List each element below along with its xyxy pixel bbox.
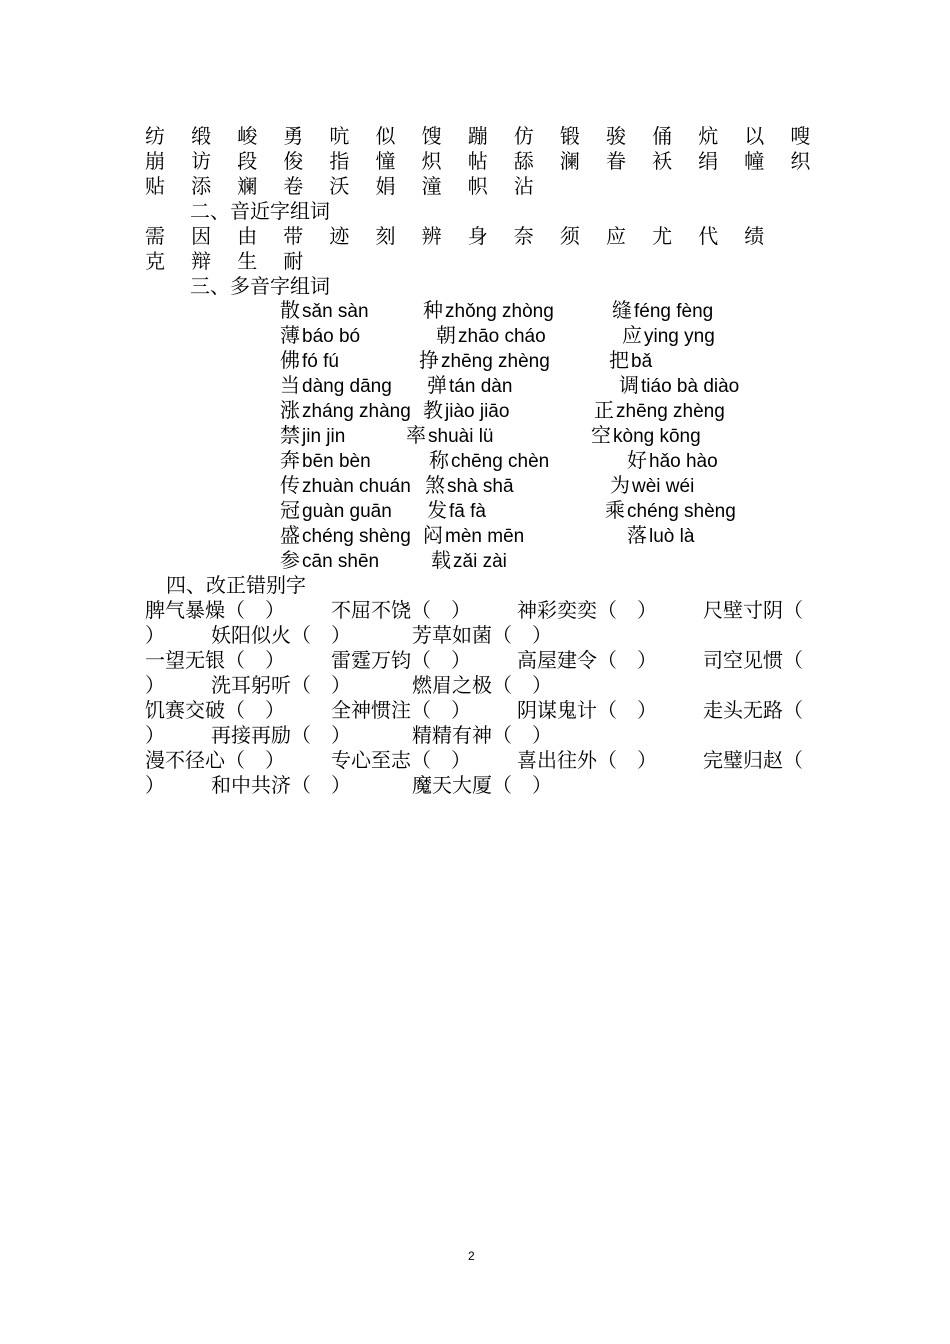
idiom-item: 司空见惯（ [703, 648, 803, 672]
idiom-item: 芳草如菌（ ） [412, 623, 552, 647]
polyphone-char: 空 [591, 423, 611, 447]
idiom-item: 完璧归赵（ [703, 748, 803, 772]
polyphone-item [605, 498, 736, 524]
polyphone-item [280, 423, 345, 449]
grid-char: 身 [467, 224, 488, 248]
polyphone-char: 朝 [436, 323, 456, 347]
polyphone-item [280, 373, 392, 399]
idiom-item: 高屋建令（ ） [517, 648, 657, 672]
polyphone-item [431, 548, 507, 574]
polyphone-item [280, 498, 392, 524]
grid-char: 眷 [606, 149, 626, 173]
grid-char: 绩 [744, 224, 765, 248]
polyphone-item [609, 348, 652, 374]
pinyin-readings: kòng kōng [613, 426, 701, 447]
pinyin-readings: báo bó [302, 326, 361, 347]
pinyin-readings: shuài lü [428, 426, 494, 447]
pinyin-readings: jiào jiāo [445, 401, 510, 422]
grid-char: 澜 [559, 149, 580, 173]
polyphone-char: 盛 [280, 523, 300, 547]
idiom-item: 漫不径心（ ） [145, 748, 285, 772]
polyphone-char: 载 [431, 548, 451, 572]
polyphone-item [280, 448, 371, 474]
grid-char: 需 [145, 224, 165, 248]
polyphone-item [280, 523, 411, 549]
idiom-item: 尺壁寸阴（ [703, 598, 803, 622]
grid-char: 勇 [283, 124, 304, 148]
polyphone-char: 煞 [425, 473, 445, 497]
grid-char: 娟 [375, 174, 396, 198]
polyphone-char: 当 [280, 373, 300, 397]
grid-char: 袄 [652, 149, 673, 173]
grid-char: 辩 [191, 249, 212, 273]
grid-char: 俑 [652, 124, 673, 148]
pinyin-readings: chéng shèng [302, 526, 411, 547]
grid-char: 锻 [559, 124, 580, 148]
pinyin-readings: jin jin [302, 426, 346, 447]
polyphone-char: 好 [627, 448, 647, 472]
polyphone-item [423, 398, 509, 424]
grid-char: 带 [283, 224, 304, 248]
polyphone-item [280, 398, 411, 424]
polyphone-char: 缝 [612, 298, 632, 322]
polyphone-item [406, 423, 494, 449]
pinyin-readings: chēng chèn [451, 451, 550, 472]
polyphone-item [627, 448, 718, 474]
pinyin-readings: tiáo bà diào [641, 376, 740, 397]
polyphone-char: 乘 [605, 498, 625, 522]
idiom-item: 洗耳躬听（ ） [211, 673, 351, 697]
idiom-item: 神彩奕奕（ ） [517, 598, 657, 622]
pinyin-readings: fā fà [449, 501, 486, 522]
pinyin-readings: luò là [649, 526, 695, 547]
grid-char: 嗖 [790, 124, 811, 148]
idiom-item: 走头无路（ [703, 698, 803, 722]
pinyin-readings: cān shēn [302, 551, 380, 572]
grid-char: 幢 [744, 149, 765, 173]
pinyin-readings: tán dàn [449, 376, 513, 397]
pinyin-readings: zhǒng zhòng [445, 301, 554, 322]
polyphone-item [280, 298, 369, 324]
polyphone-char: 发 [427, 498, 447, 522]
polyphone-char: 佛 [280, 348, 300, 372]
idiom-item: 阴谋鬼计（ ） [517, 698, 657, 722]
polyphone-char: 挣 [419, 348, 439, 372]
grid-char: 刻 [375, 224, 396, 248]
grid-char: 生 [237, 249, 258, 273]
idiom-item: 魔天大厦（ ） [412, 773, 552, 797]
idiom-item: ） [145, 773, 165, 797]
idiom-item: 专心至志（ ） [331, 748, 471, 772]
polyphone-item [612, 298, 713, 324]
grid-char: 因 [191, 224, 212, 248]
pinyin-readings: zháng zhàng [302, 401, 411, 422]
idiom-item: 一望无银（ ） [145, 648, 285, 672]
idiom-item: 喜出往外（ ） [517, 748, 657, 772]
polyphone-char: 称 [429, 448, 449, 472]
grid-char: 仿 [513, 124, 534, 148]
pinyin-readings: sǎn sàn [302, 301, 369, 322]
polyphone-item [591, 423, 701, 449]
grid-char: 馊 [421, 124, 442, 148]
idiom-item: 全神惯注（ ） [331, 698, 471, 722]
polyphone-item [419, 348, 550, 374]
polyphone-item [427, 373, 512, 399]
grid-char: 蹦 [467, 124, 488, 148]
polyphone-char: 禁 [280, 423, 300, 447]
polyphone-item [280, 473, 411, 499]
grid-char: 绢 [698, 149, 719, 173]
grid-char: 应 [606, 224, 626, 248]
section-4-heading: 四、改正错别字 [166, 573, 306, 597]
pinyin-readings: fó fú [302, 351, 339, 372]
polyphone-item [423, 298, 554, 324]
grid-char: 卷 [283, 174, 304, 198]
idiom-item: ） [145, 723, 165, 747]
grid-char: 耐 [283, 249, 304, 273]
polyphone-char: 奔 [280, 448, 300, 472]
polyphone-item [423, 523, 524, 549]
polyphone-char: 调 [619, 373, 639, 397]
grid-char: 斓 [237, 174, 258, 198]
polyphone-char: 为 [610, 473, 630, 497]
pinyin-readings: wèi wéi [632, 476, 695, 497]
idiom-item: 脾气暴燥（ ） [145, 598, 285, 622]
grid-char: 峻 [237, 124, 258, 148]
grid-char: 段 [237, 149, 258, 173]
grid-char: 炕 [698, 124, 719, 148]
polyphone-char: 正 [594, 398, 614, 422]
polyphone-item [622, 323, 715, 349]
polyphone-char: 薄 [280, 323, 300, 347]
grid-char: 炽 [421, 149, 442, 173]
idiom-item: 再接再励（ ） [211, 723, 351, 747]
pinyin-readings: chéng shèng [627, 501, 736, 522]
idiom-item: 妖阳似火（ ） [211, 623, 351, 647]
idiom-item: 精精有神（ ） [412, 723, 552, 747]
polyphone-item [280, 548, 379, 574]
grid-char: 须 [559, 224, 580, 248]
pinyin-readings: ying yng [644, 326, 715, 347]
page-number: 2 [468, 1249, 475, 1263]
polyphone-item [425, 473, 514, 499]
polyphone-item [627, 523, 694, 549]
grid-char: 代 [698, 224, 719, 248]
idiom-item: ） [145, 623, 165, 647]
polyphone-char: 落 [627, 523, 647, 547]
pinyin-readings: guàn guān [302, 501, 392, 522]
pinyin-readings: zhēng zhèng [616, 401, 725, 422]
pinyin-readings: mèn mēn [445, 526, 525, 547]
grid-char: 沃 [329, 174, 350, 198]
grid-char: 帜 [467, 174, 488, 198]
grid-char: 舔 [513, 149, 534, 173]
idiom-item: 燃眉之极（ ） [412, 673, 552, 697]
polyphone-char: 闷 [423, 523, 443, 547]
grid-char: 贴 [145, 174, 165, 198]
pinyin-readings: bǎ [631, 351, 653, 372]
section-2-heading: 二、音近字组词 [190, 199, 330, 223]
grid-char: 俊 [283, 149, 304, 173]
grid-char: 骏 [606, 124, 626, 148]
pinyin-readings: bēn bèn [302, 451, 371, 472]
polyphone-char: 应 [622, 323, 642, 347]
grid-char: 尤 [652, 224, 673, 248]
grid-char: 奈 [513, 224, 534, 248]
grid-char: 以 [744, 124, 765, 148]
polyphone-item [280, 323, 360, 349]
grid-char: 吭 [329, 124, 350, 148]
polyphone-char: 种 [423, 298, 443, 322]
polyphone-char: 参 [280, 548, 300, 572]
pinyin-readings: féng fèng [634, 301, 714, 322]
polyphone-char: 把 [609, 348, 629, 372]
pinyin-readings: zhuàn chuán [302, 476, 411, 497]
grid-char: 由 [237, 224, 258, 248]
grid-char: 缎 [191, 124, 212, 148]
idiom-item: 不屈不饶（ ） [331, 598, 471, 622]
grid-char: 迹 [329, 224, 350, 248]
pinyin-readings: zhēng zhèng [441, 351, 550, 372]
idiom-item: ） [145, 673, 165, 697]
pinyin-readings: shà shā [447, 476, 514, 497]
polyphone-char: 散 [280, 298, 300, 322]
polyphone-item [427, 498, 486, 524]
grid-char: 崩 [145, 149, 165, 173]
polyphone-item [610, 473, 694, 499]
grid-char: 潼 [421, 174, 442, 198]
polyphone-char: 传 [280, 473, 300, 497]
grid-char: 帖 [467, 149, 488, 173]
grid-char: 纺 [145, 124, 165, 148]
polyphone-char: 弹 [427, 373, 447, 397]
grid-char: 憧 [375, 149, 396, 173]
grid-char: 添 [191, 174, 212, 198]
grid-char: 指 [329, 149, 350, 173]
pinyin-readings: hǎo hào [649, 451, 718, 472]
polyphone-item [436, 323, 546, 349]
polyphone-char: 教 [423, 398, 443, 422]
polyphone-char: 涨 [280, 398, 300, 422]
grid-char: 沾 [513, 174, 534, 198]
pinyin-readings: zǎi zài [453, 551, 507, 572]
grid-char: 访 [191, 149, 212, 173]
polyphone-char: 率 [406, 423, 426, 447]
polyphone-char: 冠 [280, 498, 300, 522]
polyphone-item [619, 373, 739, 399]
polyphone-item [594, 398, 725, 424]
pinyin-readings: dàng dāng [302, 376, 392, 397]
idiom-item: 和中共济（ ） [211, 773, 351, 797]
polyphone-item [429, 448, 549, 474]
grid-char: 织 [790, 149, 811, 173]
polyphone-item [280, 348, 339, 374]
grid-char: 辨 [421, 224, 442, 248]
section-3-heading: 三、多音字组词 [190, 274, 330, 298]
grid-char: 克 [145, 249, 165, 273]
grid-char: 似 [375, 124, 396, 148]
pinyin-readings: zhāo cháo [458, 326, 546, 347]
idiom-item: 雷霆万钧（ ） [331, 648, 471, 672]
idiom-item: 饥赛交破（ ） [145, 698, 285, 722]
